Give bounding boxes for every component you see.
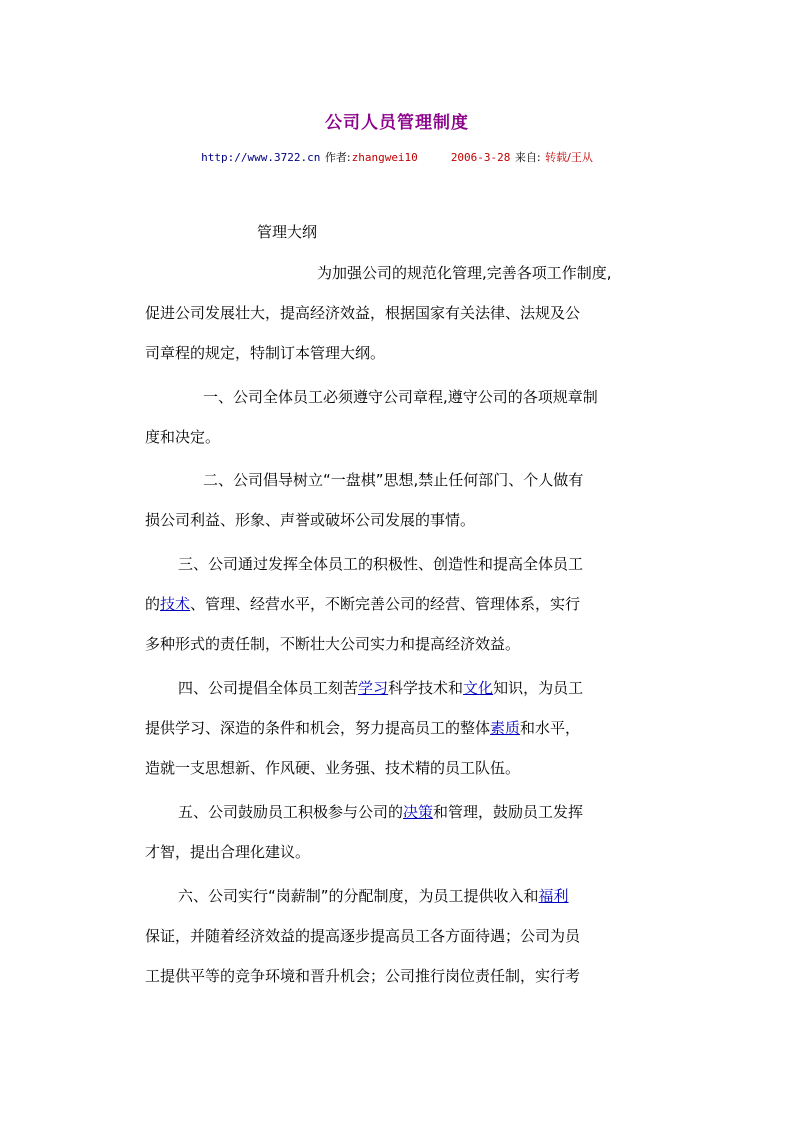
paragraph-line: 三、公司通过发挥全体员工的积极性、创造性和提高全体员工 [178,555,584,573]
paragraph-line: 造就一支思想新、作风硬、业务强、技术精的员工队伍。 [145,759,521,777]
paragraph-line: 五、公司鼓励员工积极参与公司的决策和管理，鼓励员工发挥 [178,803,584,821]
paragraph-line: 四、公司提倡全体员工刻苦学习科学技术和文化知识，为员工 [178,679,584,697]
item-2-paragraph [145,460,649,540]
item-6-paragraph [145,876,649,996]
paragraph-line: 六、公司实行“岗薪制”的分配制度，为员工提供收入和福利 [178,887,569,905]
link-quality[interactable]: 素质 [490,719,521,737]
paragraph-line: 工提供平等的竞争环境和晋升机会；公司推行岗位责任制，实行考 [145,967,581,985]
paragraph-line: 二、公司倡导树立“一盘棋”思想,禁止任何部门、个人做有 [203,471,584,489]
paragraph-line: 司章程的规定，特制订本管理大纲。 [145,344,386,362]
source-url-link[interactable]: http://www.3722.cn [201,151,321,164]
item-4-paragraph [145,668,649,788]
article-meta [0,149,794,165]
source-name: 转载/王从 [545,151,593,164]
page-title: 公司人员管理制度 [325,113,469,133]
paragraph-line: 才智，提出合理化建议。 [145,843,311,861]
paragraph-line: 保证，并随着经济效益的提高逐步提高员工各方面待遇；公司为员 [145,927,581,945]
paragraph-line: 多种形式的责任制，不断壮大公司实力和提高经济效益。 [145,635,521,653]
item-5-paragraph [145,792,649,872]
paragraph-line: 的技术、管理、经营水平，不断完善公司的经营、管理体系，实行 [145,595,581,613]
source-label: 来自: [514,151,541,164]
item-3-paragraph [145,544,649,664]
publish-date: 2006-3-28 [450,151,511,164]
item-1-paragraph [145,377,649,457]
paragraph-line: 损公司利益、形象、声誉或破坏公司发展的事情。 [145,511,476,529]
link-study[interactable]: 学习 [358,679,389,697]
outline-heading: 管理大纲 [257,223,318,241]
author-name: zhangwei10 [351,151,418,164]
paragraph-line: 一、公司全体员工必须遵守公司章程,遵守公司的各项规章制 [203,388,598,406]
link-decision[interactable]: 决策 [403,803,434,821]
paragraph-line: 促进公司发展壮大，提高经济效益，根据国家有关法律、法规及公 [145,304,581,322]
paragraph-line: 为加强公司的规范化管理,完善各项工作制度, [317,264,612,282]
author-label: 作者: [324,151,351,164]
link-welfare[interactable]: 福利 [538,887,569,905]
link-technology[interactable]: 技术 [160,595,191,613]
paragraph-line: 提供学习、深造的条件和机会，努力提高员工的整体素质和水平， [145,719,581,737]
link-culture[interactable]: 文化 [463,679,494,697]
paragraph-line: 度和决定。 [145,428,221,446]
intro-paragraph [145,253,649,373]
